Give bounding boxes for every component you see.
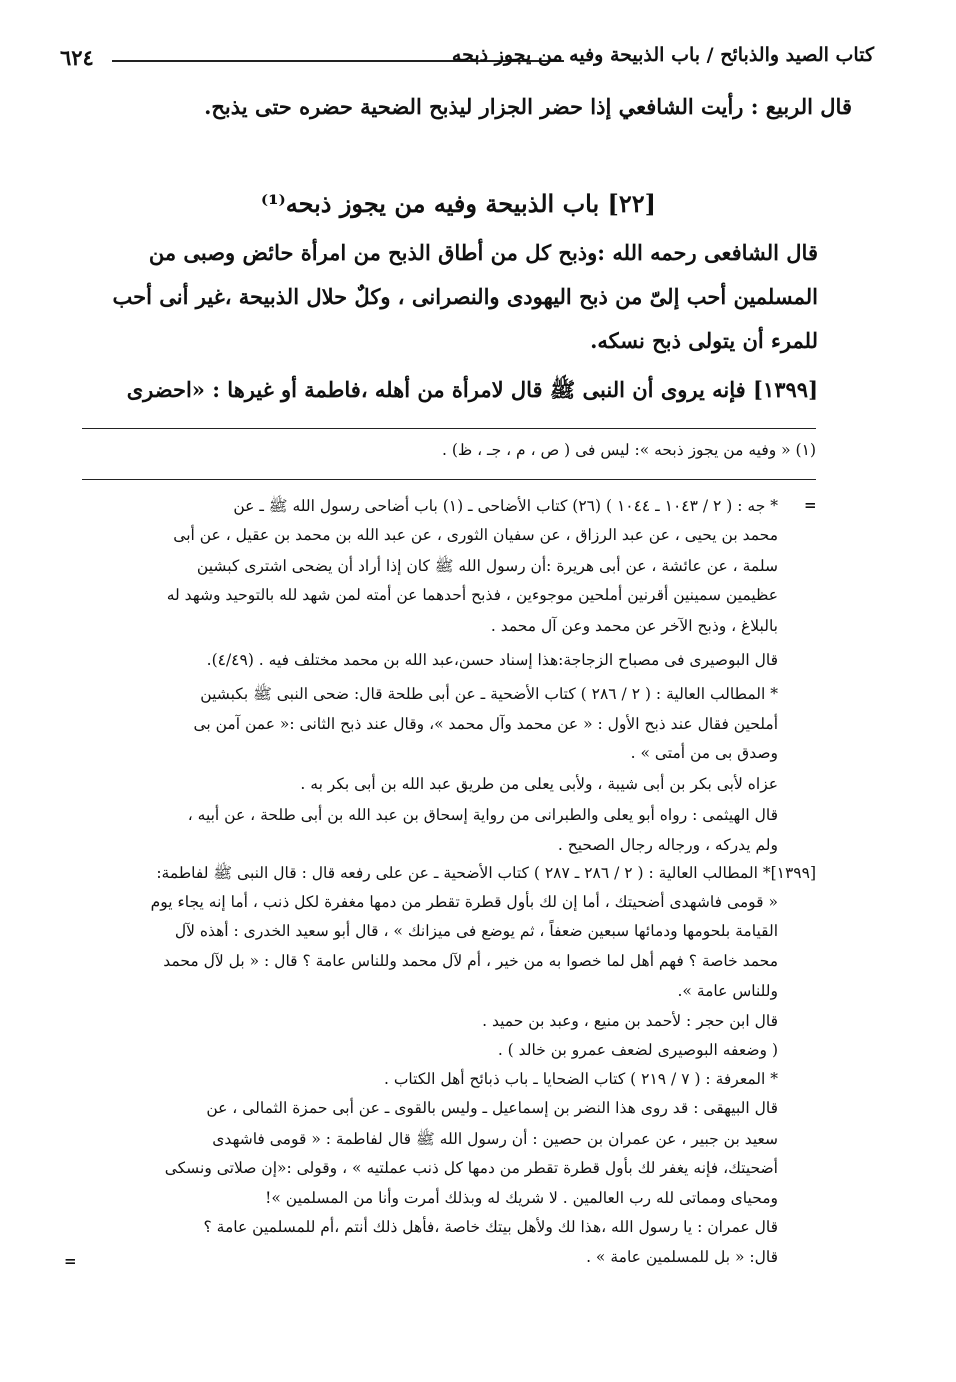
footnote: (١) « وفيه من يجوز ذبحه »: ليس فى ( ص ، م ، جـ ، ظ) . <box>441 441 816 459</box>
running-title: كتاب الصيد والذبائح / باب الذبيحة وفيه من يجوز ذبحه <box>451 44 874 66</box>
takhrij-line: [١٣٩٩]* المطالب العالية : ( ٢ / ٢٨٦ ـ ٢٨٧ ) كتاب الأضحية ـ عن على رفعه قال : قال النبى ﷺ لفاطمة: <box>156 864 816 882</box>
section-title: [٢٢] باب الذبيحة وفيه من يجوز ذبحه⁽¹⁾ <box>260 189 656 218</box>
takhrij-line: القيامة بلحومها ودمائها سبعين ضعفاً ، ثم يوضع فى ميزانك » ، قال أبو سعيد الخدرى : أهذه لآل <box>174 922 778 940</box>
takhrij-line: قال: « بل للمسلمين عامة » . <box>586 1248 778 1266</box>
takhrij-line: سعيد بن جبير ، عن عمران بن حصين : أن رسول الله ﷺ قال لفاطمة : « قومى فاشهدى <box>212 1130 778 1148</box>
body-line: [١٣٩٩] فإنه يروى أن النبى ﷺ قال لامرأة من أهله ،فاطمة أو غيرها : «احضرى <box>126 377 818 402</box>
takhrij-rule <box>82 479 816 480</box>
takhrij-line: * المطالب العالية : ( ٢ / ٢٨٦ ) كتاب الأضحية ـ عن أبى طلحة قال: ضحى النبى ﷺ بكبشين <box>200 685 778 703</box>
takhrij-line: ومحياى ومماتى لله رب العالمين . لا شريك له وبذلك أمرت وأنا من المسلمين »! <box>265 1189 778 1207</box>
takhrij-line: أملحين فقال عند ذبح الأول : « عن محمد وآل محمد »، وقال عند ذبح الثانى :« عمن آمن بى <box>193 715 778 733</box>
takhrij-line: عظيمين سمينين أقرنين أملحين موجوءين ، فذبح أحدهما عن أمته لمن شهد لله بالتوحيد وشهد له <box>166 586 778 604</box>
body-line: قال الشافعى رحمه الله :وذبح كل من أطاق الذبح من امرأة حائض وصبى من <box>148 240 818 265</box>
takhrij-line: * جه : ( ٢ / ١٠٤٣ ـ ١٠٤٤ ) (٢٦) كتاب الأضاحى ـ (١) باب أضاحى رسول الله ﷺ ـ عن <box>233 497 778 515</box>
intro-line: قال الربيع : رأيت الشافعي إذا حضر الجزار ليذبح الضحية حضره حتى يذبح. <box>204 94 852 119</box>
page-number: ٦٢٤ <box>60 45 94 70</box>
takhrij-line: بالبلاغ ، وذبح الآخر عن محمد وعن آل محمد . <box>490 617 778 635</box>
takhrij-line: وصدق بى من أمتى » . <box>630 744 778 762</box>
takhrij-line: ( وضعفه البوصيرى لضعف عمرو بن خالد ) . <box>497 1041 778 1059</box>
takhrij-line: سلمة ، عن عائشة ، عن أبى هريرة :أن رسول الله ﷺ كان إذا أراد أن يضحى اشترى كبشين <box>196 557 778 575</box>
margin-mark-bottom: = <box>64 1252 77 1270</box>
takhrij-line: أضحيتك، فإنه يغفر لك بأول قطرة تقطر من دمها كل ذنب عملتيه » ، وقولى :«إن صلاتى ونسكى <box>164 1159 778 1177</box>
takhrij-line: « قومى فاشهدى أضحيتك ، أما إن لك بأول قطرة تقطر من دمها مغفرة لكل ذنب ، أما إنه يجاء يوم <box>150 893 778 911</box>
takhrij-line: قال عمران : يا رسول الله ،هذا لك ولأهل بيتك خاصة ،فأهل ذلك أنتم ،أم للمسلمين عامة ؟ <box>203 1218 778 1236</box>
takhrij-line: قال البوصيرى فى مصباح الزجاجة:هذا إسناد حسن،عبد الله بن محمد مختلف فيه . (٤/٤٩). <box>206 651 778 669</box>
takhrij-line: عزاه لأبى بكر بن أبى شيبة ، ولأبى يعلى من طريق عبد الله بن أبى بكر به . <box>300 775 778 793</box>
takhrij-line: محمد خاصة ؟ فهم أهل لما خصوا به من خير ، أم لآل محمد وللناس عامة ؟ قال : « بل لآل محمد <box>163 952 778 970</box>
takhrij-line: * المعرفة : ( ٧ / ٢١٩ ) كتاب الضحايا ـ باب ذبائح أهل الكتاب . <box>383 1070 778 1088</box>
body-line: للمرء أن يتولى ذبح نسكه. <box>590 328 818 353</box>
takhrij-line: قال الهيثمى : رواه أبو يعلى والطبرانى من رواية إسحاق بن عبد الله بن أبى طلحة ، عن أبيه ، <box>187 806 778 824</box>
takhrij-line: ولم يدركه ، ورجاله رجال الصحيح . <box>557 836 778 854</box>
body-line: المسلمين أحب إلىّ من ذبح اليهودى والنصرانى ، وكلٌ حلال الذبيحة ،غير أنى أحب <box>112 284 818 309</box>
takhrij-line: قال ابن حجر : لأحمد بن منيع ، وعبد بن حميد . <box>482 1012 778 1030</box>
takhrij-line: وللناس عامة ». <box>677 982 778 1000</box>
takhrij-line: قال البيهقى : قد روى هذا النضر بن إسماعيل ـ وليس بالقوى ـ عن أبى حمزة الثمالى ، عن <box>206 1099 778 1117</box>
margin-mark-top: = <box>804 496 817 514</box>
footnote-rule <box>82 428 816 429</box>
takhrij-line: محمد بن يحيى ، عن عبد الرزاق ، عن سفيان الثورى ، عن عبد الله بن محمد بن عقيل ، عن أبى <box>173 526 778 544</box>
